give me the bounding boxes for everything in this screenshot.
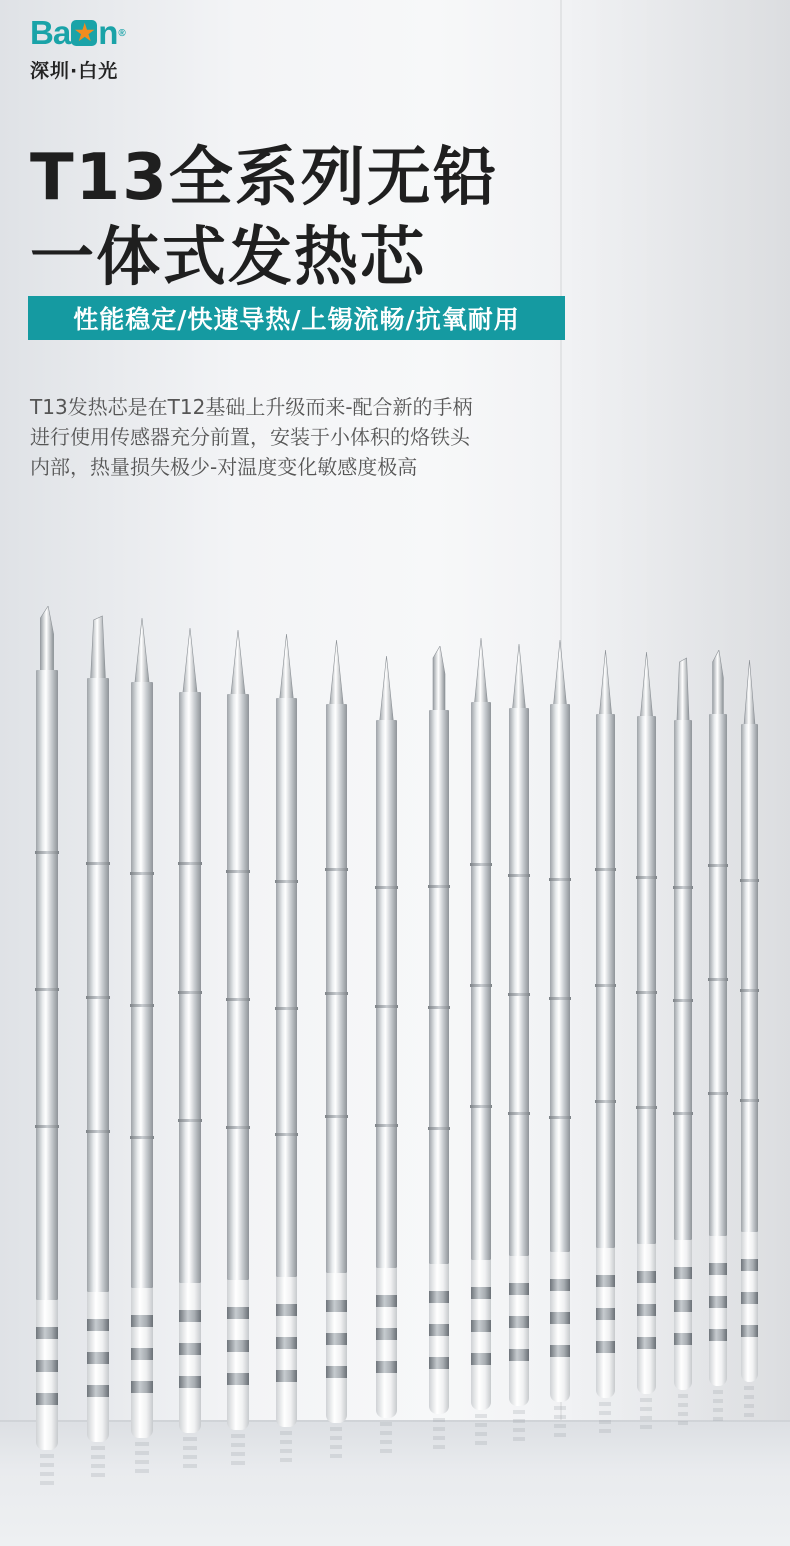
connector-band xyxy=(596,1308,615,1320)
connector-band xyxy=(471,1320,491,1332)
tip-shaft xyxy=(131,682,153,1288)
tip-joint xyxy=(470,863,492,866)
tip-connector xyxy=(509,1256,529,1406)
tip-connector xyxy=(276,1277,297,1427)
tip-joint xyxy=(549,878,571,881)
tip-shaft xyxy=(36,670,58,1300)
tip-shaft xyxy=(179,692,201,1283)
connector-band xyxy=(637,1304,656,1316)
connector-band xyxy=(429,1324,449,1336)
title-line-2: 一体式发热芯 xyxy=(30,221,426,295)
soldering-tip xyxy=(741,660,758,1422)
connector-band xyxy=(87,1385,109,1397)
connector-band xyxy=(376,1328,397,1340)
tip-joint xyxy=(275,1133,298,1136)
tip-joint xyxy=(375,1005,398,1008)
tip-shaft xyxy=(509,708,529,1256)
tip-joint xyxy=(508,874,530,877)
tip-reflection xyxy=(135,1442,148,1478)
logo-text-right: n xyxy=(98,14,118,51)
tip-point xyxy=(87,614,109,684)
connector-band xyxy=(550,1312,570,1324)
registered-mark: ® xyxy=(118,28,125,39)
tip-joint xyxy=(86,862,110,865)
connector-band xyxy=(131,1315,153,1327)
title-line-1: T13全系列无铅 xyxy=(30,141,499,215)
connector-band xyxy=(87,1319,109,1331)
tip-joint xyxy=(508,993,530,996)
tip-joint xyxy=(178,862,202,865)
tip-shaft xyxy=(709,714,727,1236)
tip-joint xyxy=(130,872,154,875)
tip-joint xyxy=(673,886,693,889)
connector-band xyxy=(741,1259,758,1271)
tip-point xyxy=(509,644,529,714)
connector-band xyxy=(376,1361,397,1373)
tip-joint xyxy=(470,1105,492,1108)
tip-reflection xyxy=(513,1410,525,1446)
tip-point xyxy=(741,660,758,730)
tip-joint xyxy=(549,1116,571,1119)
tip-reflection xyxy=(599,1402,610,1438)
tip-reflection xyxy=(433,1418,445,1454)
tip-joint xyxy=(275,880,298,883)
connector-band xyxy=(36,1393,58,1405)
tip-shaft xyxy=(227,694,249,1280)
connector-band xyxy=(227,1340,249,1352)
tip-joint xyxy=(549,997,571,1000)
tip-reflection xyxy=(744,1386,754,1422)
tip-reflection xyxy=(40,1454,53,1490)
tip-joint xyxy=(636,1106,657,1109)
tip-point xyxy=(709,650,727,720)
tip-joint xyxy=(673,1112,693,1115)
soldering-tip xyxy=(179,628,201,1473)
soldering-tip xyxy=(131,618,153,1478)
connector-band xyxy=(131,1381,153,1393)
soldering-tip xyxy=(376,656,397,1458)
tip-joint xyxy=(636,991,657,994)
tip-connector xyxy=(131,1288,153,1438)
connector-band xyxy=(674,1333,692,1345)
connector-band xyxy=(741,1325,758,1337)
connector-band xyxy=(674,1267,692,1279)
description-line-1: T13发热芯是在T12基础上升级而来-配合新的手柄 xyxy=(30,395,473,419)
tip-reflection xyxy=(330,1427,343,1463)
tip-reflection xyxy=(554,1406,566,1442)
tip-joint xyxy=(508,1112,530,1115)
connector-band xyxy=(550,1279,570,1291)
tip-joint xyxy=(130,1004,154,1007)
tip-joint xyxy=(35,851,59,854)
tip-joint xyxy=(740,879,759,882)
tip-point xyxy=(276,634,297,704)
tip-joint xyxy=(636,876,657,879)
connector-band xyxy=(509,1316,529,1328)
tip-point xyxy=(376,656,397,726)
tip-connector xyxy=(741,1232,758,1382)
tip-joint xyxy=(226,998,250,1001)
tip-shaft xyxy=(326,704,347,1273)
connector-band xyxy=(36,1360,58,1372)
tip-joint xyxy=(178,991,202,994)
connector-band xyxy=(227,1307,249,1319)
connector-band xyxy=(637,1271,656,1283)
soldering-tip xyxy=(596,650,615,1438)
connector-band xyxy=(471,1353,491,1365)
tip-shaft xyxy=(674,720,692,1240)
tip-joint xyxy=(595,1100,616,1103)
tip-shaft xyxy=(471,702,491,1260)
tip-joint xyxy=(595,868,616,871)
connector-band xyxy=(709,1263,727,1275)
tip-shaft xyxy=(550,704,570,1252)
tip-point xyxy=(471,638,491,708)
soldering-tip xyxy=(709,650,727,1426)
connector-band xyxy=(326,1366,347,1378)
tip-joint xyxy=(325,992,348,995)
soldering-tip xyxy=(87,614,109,1482)
tip-reflection xyxy=(183,1437,196,1473)
tip-joint xyxy=(226,1126,250,1129)
connector-band xyxy=(637,1337,656,1349)
soldering-tip xyxy=(471,638,491,1450)
tip-shaft xyxy=(429,710,449,1264)
soldering-tip xyxy=(276,634,297,1467)
description-line-2: 进行使用传感器充分前置，安装于小体积的烙铁头 xyxy=(30,425,470,449)
tip-shaft xyxy=(596,714,615,1248)
tip-joint xyxy=(375,1124,398,1127)
feature-banner-text: 性能稳定/快速导热/上锡流畅/抗氧耐用 xyxy=(73,305,520,334)
tip-connector xyxy=(179,1283,201,1433)
connector-band xyxy=(227,1373,249,1385)
connector-band xyxy=(376,1295,397,1307)
connector-band xyxy=(741,1292,758,1304)
tip-connector xyxy=(596,1248,615,1398)
description-line-3: 内部，热量损失极少-对温度变化敏感度极高 xyxy=(30,455,418,479)
connector-band xyxy=(326,1333,347,1345)
connector-band xyxy=(550,1345,570,1357)
connector-band xyxy=(276,1304,297,1316)
soldering-tip xyxy=(637,652,656,1434)
tip-connector xyxy=(709,1236,727,1386)
connector-band xyxy=(179,1310,201,1322)
tip-point xyxy=(36,606,58,676)
soldering-tip xyxy=(227,630,249,1470)
connector-band xyxy=(36,1327,58,1339)
soldering-tip xyxy=(326,640,347,1463)
tip-shaft xyxy=(741,724,758,1232)
tip-joint xyxy=(740,989,759,992)
tip-joint xyxy=(708,864,728,867)
tip-joint xyxy=(673,999,693,1002)
tip-joint xyxy=(740,1099,759,1102)
tip-point xyxy=(227,630,249,700)
connector-band xyxy=(276,1370,297,1382)
tip-reflection xyxy=(713,1390,724,1426)
tip-joint xyxy=(375,886,398,889)
connector-band xyxy=(131,1348,153,1360)
soldering-tip xyxy=(550,640,570,1442)
tip-reflection xyxy=(280,1431,293,1467)
connector-band xyxy=(596,1341,615,1353)
soldering-tip xyxy=(36,606,58,1490)
tip-connector xyxy=(326,1273,347,1423)
tip-joint xyxy=(178,1119,202,1122)
tip-connector xyxy=(471,1260,491,1410)
tip-point xyxy=(596,650,615,720)
tip-connector xyxy=(36,1300,58,1450)
tip-reflection xyxy=(678,1394,689,1430)
tip-joint xyxy=(428,885,450,888)
tip-joint xyxy=(325,1115,348,1118)
tip-connector xyxy=(550,1252,570,1402)
tip-joint xyxy=(35,988,59,991)
tip-point xyxy=(674,656,692,726)
tip-joint xyxy=(595,984,616,987)
connector-band xyxy=(429,1291,449,1303)
tip-joint xyxy=(86,996,110,999)
connector-band xyxy=(709,1296,727,1308)
tip-shaft xyxy=(637,716,656,1244)
tip-shaft xyxy=(87,678,109,1292)
connector-band xyxy=(179,1376,201,1388)
tip-joint xyxy=(86,1130,110,1133)
tip-joint xyxy=(275,1007,298,1010)
tip-reflection xyxy=(91,1446,104,1482)
connector-band xyxy=(709,1329,727,1341)
tip-point xyxy=(179,628,201,698)
connector-band xyxy=(674,1300,692,1312)
tip-reflection xyxy=(640,1398,651,1434)
connector-band xyxy=(429,1357,449,1369)
tip-point xyxy=(429,646,449,716)
tip-connector xyxy=(227,1280,249,1430)
tip-connector xyxy=(429,1264,449,1414)
tip-joint xyxy=(428,1006,450,1009)
tip-point xyxy=(326,640,347,710)
tip-joint xyxy=(470,984,492,987)
tip-shaft xyxy=(376,720,397,1268)
tip-connector xyxy=(674,1240,692,1390)
connector-band xyxy=(509,1349,529,1361)
tip-joint xyxy=(130,1136,154,1139)
tip-connector xyxy=(87,1292,109,1442)
tip-joint xyxy=(708,1092,728,1095)
connector-band xyxy=(471,1287,491,1299)
connector-band xyxy=(179,1343,201,1355)
soldering-tip xyxy=(674,656,692,1430)
tip-shaft xyxy=(276,698,297,1277)
connector-band xyxy=(276,1337,297,1349)
connector-band xyxy=(509,1283,529,1295)
tip-joint xyxy=(428,1127,450,1130)
tip-point xyxy=(550,640,570,710)
connector-band xyxy=(87,1352,109,1364)
tip-reflection xyxy=(475,1414,487,1450)
tip-joint xyxy=(325,868,348,871)
tip-reflection xyxy=(231,1434,244,1470)
connector-band xyxy=(596,1275,615,1287)
tip-point xyxy=(131,618,153,688)
logo-text-left: Ba xyxy=(30,14,71,51)
tip-joint xyxy=(708,978,728,981)
brand-subtitle: 深圳·白光 xyxy=(30,60,119,82)
soldering-tip xyxy=(509,644,529,1446)
tip-connector xyxy=(637,1244,656,1394)
tip-point xyxy=(637,652,656,722)
connector-band xyxy=(326,1300,347,1312)
tip-connector xyxy=(376,1268,397,1418)
tip-joint xyxy=(226,870,250,873)
tip-joint xyxy=(35,1125,59,1128)
tip-reflection xyxy=(380,1422,393,1458)
soldering-tip xyxy=(429,646,449,1454)
